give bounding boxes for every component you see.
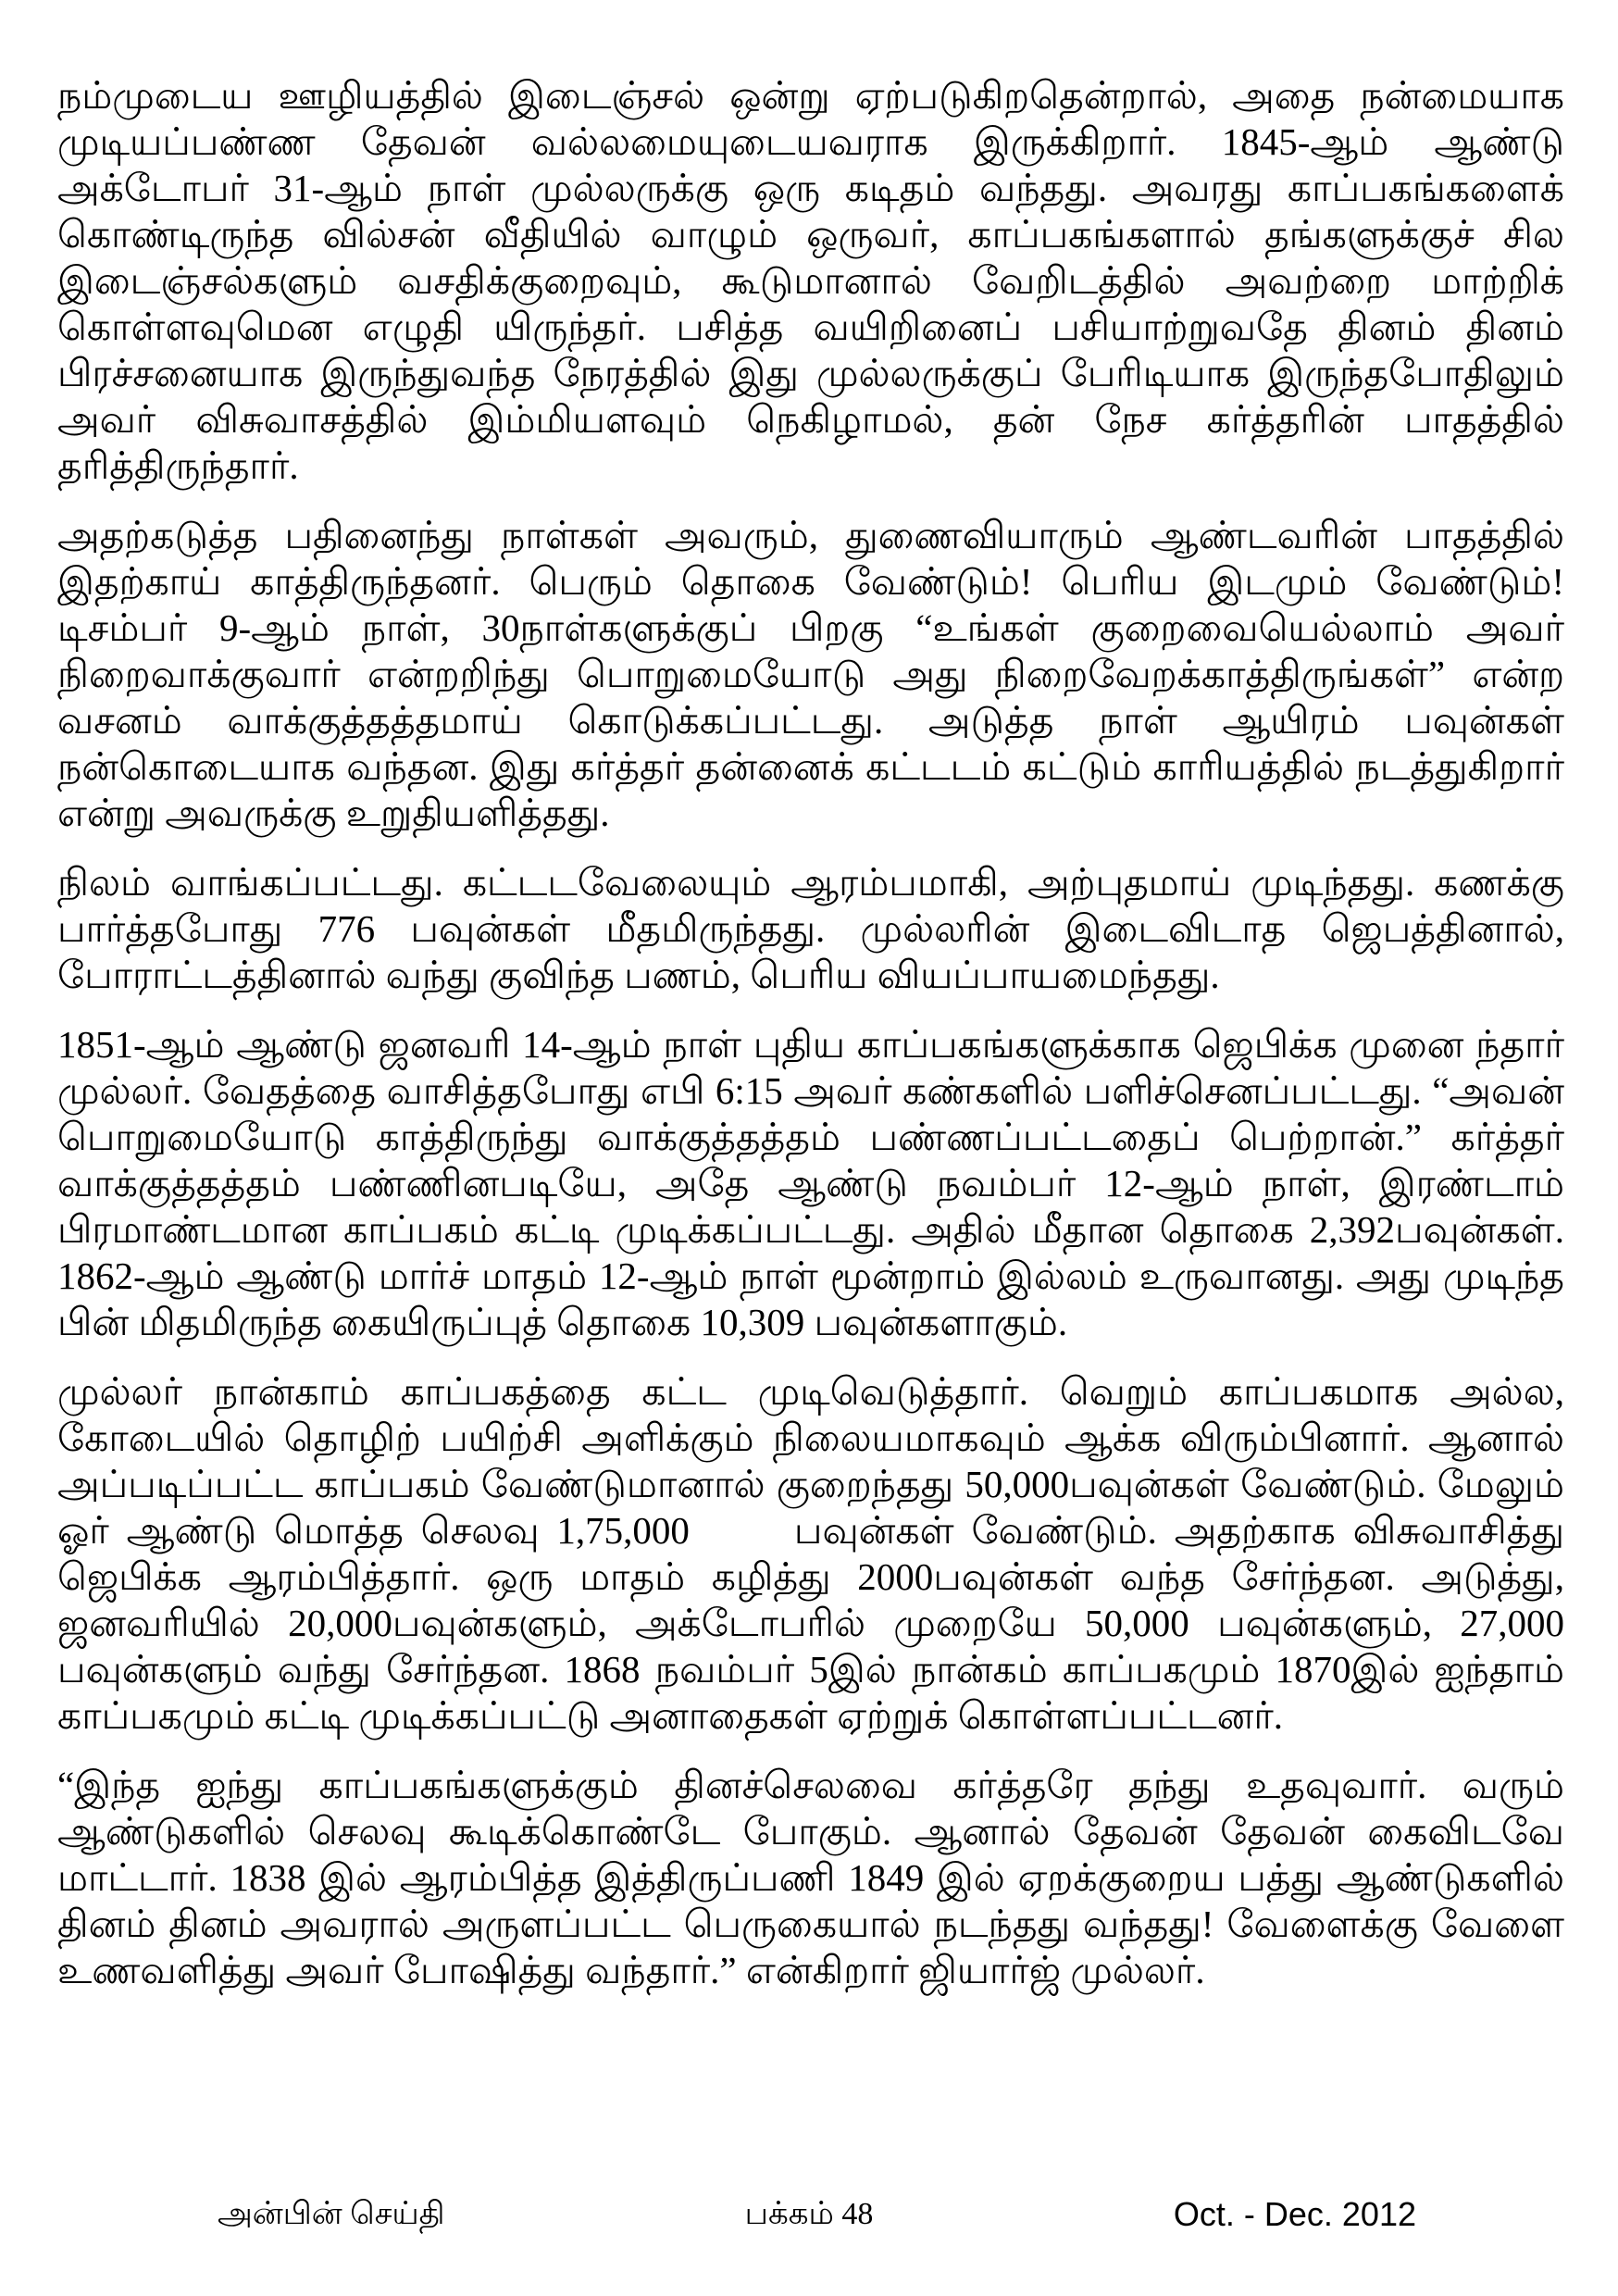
body-paragraph-6: “இந்த ஐந்து காப்பகங்களுக்கும் தினச்செலவை கர்த்தரே தந்து உதவுவார். வரும் ஆண்டுகளில் செலவு கூடிக்கொண்டே போகும். ஆனால் தேவன் தேவன் கைவிடவே மாட்டார். 1838 இல் ஆரம்பித்த இத்திருப்பணி 1849 இல் ஏறக்குறைய பத்து ஆண்டுகளில் தினம் தினம் அவரால் அருளப்பட்ட பெருகையால் நடந்தது வந்தது! வேளைக்கு வேளை உணவளித்து அவர் போஷித்து வந்தார்.” என்கிறார் ஜியார்ஜ் முல்லர். [57,1764,1564,1991]
footer-issue-date: Oct. - Dec. 2012 [1173,2195,1416,2233]
body-paragraph-1: நம்முடைய ஊழியத்தில் இடைஞ்சல் ஒன்று ஏற்படுகிறதென்றால், அதை நன்மையாக முடியப்பண்ண தேவன் வல்லமையுடையவராக இருக்கிறார். 1845-ஆம் ஆண்டு அக்டோபர் 31-ஆம் நாள் முல்லருக்கு ஒரு கடிதம் வந்தது. அவரது காப்பகங்களைக் கொண்டிருந்த வில்சன் வீதியில் வாழும் ஒருவர், காப்பகங்களால் தங்களுக்குச் சில இடைஞ்சல்களும் வசதிக்குறைவும், கூடுமானால் வேறிடத்தில் அவற்றை மாற்றிக் கொள்ளவுமென எழுதி யிருந்தர். பசித்த வயிறினைப் பசியாற்றுவதே தினம் தினம் பிரச்சனையாக இருந்துவந்த நேரத்தில் இது முல்லருக்குப் பேரிடியாக இருந்தபோதிலும் அவர் விசுவாசத்தில் இம்மியளவும் நெகிழாமல், தன் நேச கர்த்தரின் பாதத்தில் தரித்திருந்தார். [57,74,1564,487]
body-text [57,72,1564,2016]
footer-magazine-title: அன்பின் செய்தி [218,2197,445,2231]
body-paragraph-4: 1851-ஆம் ஆண்டு ஜனவரி 14-ஆம் நாள் புதிய காப்பகங்களுக்காக ஜெபிக்க முனை ந்தார் முல்லர். வேதத்தை வாசித்தபோது எபி 6:15 அவர் கண்களில் பளிச்செனப்பட்டது. “அவன் பொறுமையோடு காத்திருந்து வாக்குத்தத்தம் பண்ணப்பட்டதைப் பெற்றான்.” கர்த்தர் வாக்குத்தத்தம் பண்ணினபடியே, அதே ஆண்டு நவம்பர் 12-ஆம் நாள், இரண்டாம் பிரமாண்டமான காப்பகம் கட்டி முடிக்கப்பட்டது. அதில் மீதான தொகை 2,392பவுன்கள். 1862-ஆம் ஆண்டு மார்ச் மாதம் 12-ஆம் நாள் மூன்றாம் இல்லம் உருவானது. அது முடிந்த பின் மிதமிருந்த கையிருப்புத் தொகை 10,309 பவுன்களாகும். [57,1023,1564,1343]
body-paragraph-3: நிலம் வாங்கப்பட்டது. கட்டடவேலையும் ஆரம்பமாகி, அற்புதமாய் முடிந்தது. கணக்கு பார்த்தபோது 776 பவுன்கள் மீதமிருந்தது. முல்லரின் இடைவிடாத ஜெபத்தினால், போராட்டத்தினால் வந்து குவிந்த பணம், பெரிய வியப்பாயமைந்தது. [57,861,1564,996]
footer-page-number: பக்கம் 48 [744,2197,874,2231]
body-paragraph-2: அதற்கடுத்த பதினைந்து நாள்கள் அவரும், துணைவியாரும் ஆண்டவரின் பாதத்தில் இதற்காய் காத்திருந்தனர். பெரும் தொகை வேண்டும்! பெரிய இடமும் வேண்டும்! டிசம்பர் 9-ஆம் நாள், 30நாள்களுக்குப் பிறகு “உங்கள் குறைவையெல்லாம் அவர் நிறைவாக்குவார் என்றறிந்து பொறுமையோடு அது நிறைவேறக்காத்திருங்கள்” என்ற வசனம் வாக்குத்தத்தமாய் கொடுக்கப்பட்டது. அடுத்த நாள் ஆயிரம் பவுன்கள் நன்கொடையாக வந்தன. இது கர்த்தர் தன்னைக் கட்டடம் கட்டும் காரியத்தில் நடத்துகிறார் என்று அவருக்கு உறுதியளித்தது. [57,514,1564,834]
body-paragraph-5: முல்லர் நான்காம் காப்பகத்தை கட்ட முடிவெடுத்தார். வெறும் காப்பகமாக அல்ல, கோடையில் தொழிற் பயிற்சி அளிக்கும் நிலையமாகவும் ஆக்க விரும்பினார். ஆனால் அப்படிப்பட்ட காப்பகம் வேண்டுமானால் குறைந்தது 50,000பவுன்கள் வேண்டும். மேலும் ஓர் ஆண்டு மொத்த செலவு 1,75,000 பவுன்கள் வேண்டும். அதற்காக விசுவாசித்து ஜெபிக்க ஆரம்பித்தார். ஒரு மாதம் கழித்து 2000பவுன்கள் வந்த சேர்ந்தன. அடுத்து, ஜனவரியில் 20,000பவுன்களும், அக்டோபரில் முறையே 50,000 பவுன்களும், 27,000 பவுன்களும் வந்து சேர்ந்தன. 1868 நவம்பர் 5இல் நான்கம் காப்பகமும் 1870இல் ஐந்தாம் காப்பகமும் கட்டி முடிக்கப்பட்டு அனாதைகள் ஏற்றுக் கொள்ளப்பட்டனர். [57,1370,1564,1737]
page-footer [0,2192,1618,2237]
